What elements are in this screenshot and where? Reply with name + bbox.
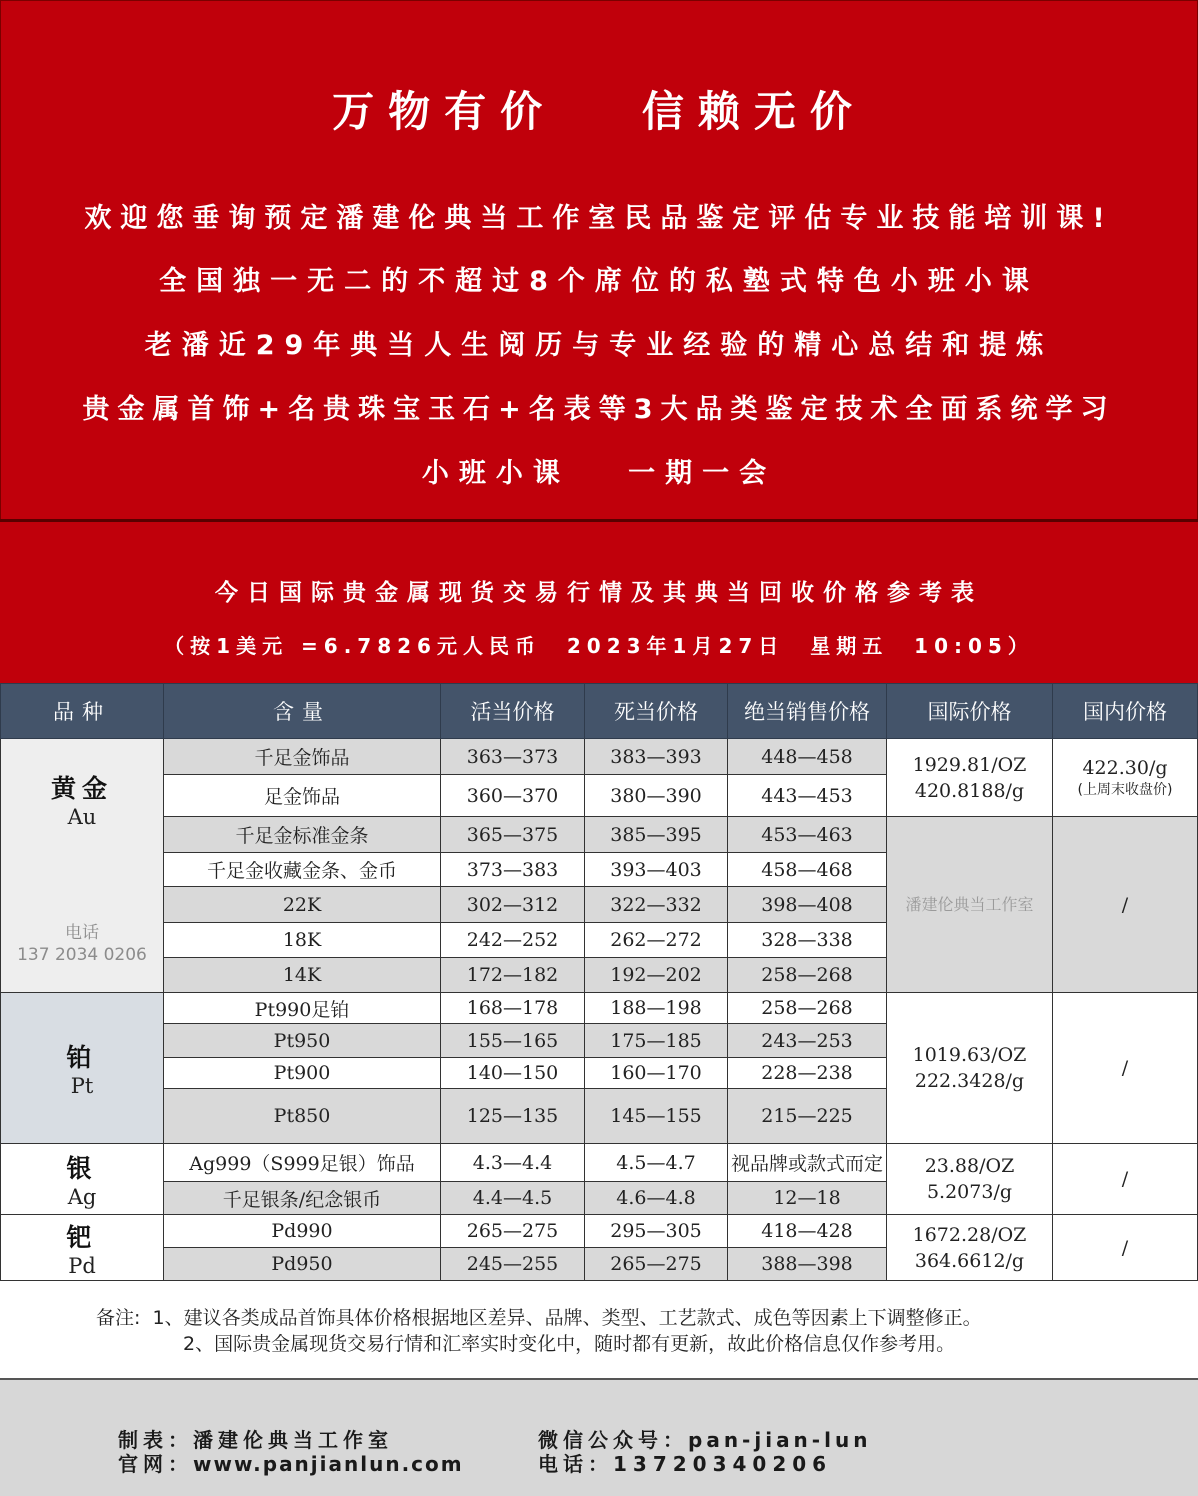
table-row [1, 817, 1198, 853]
domestic-price-cell: / [1053, 1215, 1198, 1281]
dead-price-cell: 322—332 [585, 887, 728, 923]
intl-price-cell [887, 993, 1053, 1144]
promo-line-3: 老潘近29年典当人生阅历与专业经验的精心总结和提炼 [144, 330, 1054, 361]
promo-line-4: 贵金属首饰+名贵珠宝玉石+名表等3大品类鉴定技术全面系统学习 [82, 394, 1116, 425]
metal-cell-silver [1, 1144, 164, 1215]
dead-price-cell: 145—155 [585, 1089, 728, 1144]
live-price-cell: 140—150 [441, 1058, 585, 1089]
notes [96, 1305, 982, 1357]
header-forfeit-sale: 绝当销售价格 [728, 684, 887, 739]
tel-value: 13720340206 [613, 1452, 833, 1476]
dead-price-cell: 262—272 [585, 923, 728, 958]
live-price-cell: 245—255 [441, 1248, 585, 1281]
content-cell: Pd990 [164, 1215, 441, 1248]
domestic-price-note: (上周末收盘价) [1077, 781, 1173, 798]
content-cell: Pt950 [164, 1024, 441, 1058]
intl-price-cell [887, 739, 1053, 817]
content-cell: 千足金收藏金条、金币 [164, 853, 441, 887]
intl-price-gram: 5.2073/g [926, 1181, 1013, 1203]
slogan: 万物有价 信赖无价 [332, 87, 866, 136]
dead-price-cell: 393—403 [585, 853, 728, 887]
dead-price-cell: 383—393 [585, 739, 728, 775]
domestic-price-cell: / [1053, 1144, 1198, 1215]
dead-price-cell: 295—305 [585, 1215, 728, 1248]
header-variety: 品种 [1, 684, 164, 739]
table-header-row [1, 684, 1198, 739]
table-row [1, 1144, 1198, 1182]
intl-price-gram: 420.8188/g [914, 779, 1025, 802]
domestic-price: 422.30/g [1082, 756, 1168, 779]
promo-line-2: 全国独一无二的不超过8个席位的私塾式特色小班小课 [159, 266, 1039, 297]
header-domestic-price: 国内价格 [1053, 684, 1198, 739]
metal-symbol: Au [67, 805, 97, 829]
sale-price-cell: 258—268 [728, 958, 887, 993]
sale-price-cell: 12—18 [728, 1182, 887, 1215]
live-price-cell: 365—375 [441, 817, 585, 853]
dead-price-cell: 380—390 [585, 775, 728, 817]
phone-number: 137 2034 0206 [17, 945, 147, 965]
phone-label: 电话 [65, 923, 99, 943]
maker-label: 制表： [118, 1428, 193, 1452]
dead-price-cell: 385—395 [585, 817, 728, 853]
dead-price-cell: 188—198 [585, 993, 728, 1024]
sale-price-cell: 328—338 [728, 923, 887, 958]
dead-price-cell: 4.6—4.8 [585, 1182, 728, 1215]
intl-price-oz: 23.88/OZ [924, 1155, 1015, 1177]
dead-price-cell: 160—170 [585, 1058, 728, 1089]
table-title: 今日国际贵金属现货交易行情及其典当回收价格参考表 [215, 580, 983, 606]
site-link[interactable]: www.panjianlun.com [193, 1452, 464, 1476]
promo-line-5: 小班小课 一期一会 [421, 458, 777, 489]
intl-price-gram: 364.6612/g [914, 1249, 1025, 1272]
intl-price-cell [887, 1215, 1053, 1281]
live-price-cell: 265—275 [441, 1215, 585, 1248]
table-title-band [0, 522, 1198, 683]
live-price-cell: 373—383 [441, 853, 585, 887]
note-2: 2、国际贵金属现货交易行情和汇率实时变化中，随时都有更新，故此价格信息仅作参考用。 [183, 1333, 956, 1355]
sale-price-cell: 视品牌或款式而定 [728, 1144, 887, 1182]
table-row [1, 739, 1198, 775]
header-content: 含量 [164, 684, 441, 739]
live-price-cell: 242—252 [441, 923, 585, 958]
dead-price-cell: 192—202 [585, 958, 728, 993]
footer-site [118, 1448, 464, 1477]
sale-price-cell: 448—458 [728, 739, 887, 775]
phone-watermark [1, 922, 163, 966]
metal-name: 铂 [66, 1043, 98, 1072]
intl-price-watermark: 潘建伦典当工作室 [887, 817, 1053, 993]
sale-price-cell: 458—468 [728, 853, 887, 887]
sale-price-cell: 258—268 [728, 993, 887, 1024]
live-price-cell: 155—165 [441, 1024, 585, 1058]
dead-price-cell: 4.5—4.7 [585, 1144, 728, 1182]
content-cell: Pt990足铂 [164, 993, 441, 1024]
live-price-cell: 302—312 [441, 887, 585, 923]
sale-price-cell: 388—398 [728, 1248, 887, 1281]
content-cell: 千足金饰品 [164, 739, 441, 775]
metal-cell-platinum [1, 993, 164, 1144]
live-price-cell: 125—135 [441, 1089, 585, 1144]
domestic-price-cell: / [1053, 993, 1198, 1144]
intl-price-oz: 1019.63/OZ [912, 1044, 1027, 1066]
sale-price-cell: 453—463 [728, 817, 887, 853]
promo-line-1: 欢迎您垂询预定潘建伦典当工作室民品鉴定评估专业技能培训课! [84, 203, 1114, 234]
sale-price-cell: 215—225 [728, 1089, 887, 1144]
metal-cell-palladium [1, 1215, 164, 1281]
intl-price-cell [887, 1144, 1053, 1215]
metal-name: 钯 [66, 1222, 98, 1252]
content-cell: 22K [164, 887, 441, 923]
maker-value: 潘建伦典当工作室 [193, 1428, 393, 1452]
dead-price-cell: 265—275 [585, 1248, 728, 1281]
content-cell: Ag999（S999足银）饰品 [164, 1144, 441, 1182]
content-cell: Pt900 [164, 1058, 441, 1089]
content-cell: 足金饰品 [164, 775, 441, 817]
content-cell: Pt850 [164, 1089, 441, 1144]
live-price-cell: 172—182 [441, 958, 585, 993]
site-label: 官网： [118, 1452, 193, 1476]
metal-name: 银 [66, 1154, 98, 1183]
tel-label: 电话： [538, 1452, 613, 1476]
footer-tel [538, 1448, 832, 1477]
content-cell: 千足银条/纪念银币 [164, 1182, 441, 1215]
content-cell: 千足金标准金条 [164, 817, 441, 853]
live-price-cell: 4.4—4.5 [441, 1182, 585, 1215]
domestic-price-cell [1053, 739, 1198, 817]
table-row [1, 1215, 1198, 1248]
sale-price-cell: 398—408 [728, 887, 887, 923]
metal-symbol: Ag [67, 1185, 97, 1209]
sale-price-cell: 243—253 [728, 1024, 887, 1058]
wechat-label: 微信公众号： [538, 1428, 688, 1452]
promo-banner [0, 0, 1198, 521]
exchange-rate-line: （按1美元 =6.7826元人民币 2023年1月27日 星期五 10:05） [164, 634, 1034, 658]
sale-price-cell: 228—238 [728, 1058, 887, 1089]
notes-label: 备注: [96, 1307, 141, 1329]
domestic-price-cell: / [1053, 817, 1198, 993]
live-price-cell: 360—370 [441, 775, 585, 817]
footer [0, 1378, 1198, 1496]
intl-price-oz: 1929.81/OZ [912, 753, 1027, 776]
dead-price-cell: 175—185 [585, 1024, 728, 1058]
sale-price-cell: 443—453 [728, 775, 887, 817]
live-price-cell: 363—373 [441, 739, 585, 775]
metal-symbol: Pt [70, 1074, 94, 1098]
header-live-pawn: 活当价格 [441, 684, 585, 739]
live-price-cell: 4.3—4.4 [441, 1144, 585, 1182]
live-price-cell: 168—178 [441, 993, 585, 1024]
metal-symbol: Pd [68, 1253, 96, 1278]
sale-price-cell: 418—428 [728, 1215, 887, 1248]
content-cell: Pd950 [164, 1248, 441, 1281]
metal-cell-gold [1, 739, 164, 993]
header-dead-pawn: 死当价格 [585, 684, 728, 739]
content-cell: 18K [164, 923, 441, 958]
price-table [0, 683, 1198, 1281]
header-intl-price: 国际价格 [887, 684, 1053, 739]
note-1: 1、建议各类成品首饰具体价格根据地区差异、品牌、类型、工艺款式、成色等因素上下调整修正。 [152, 1307, 982, 1329]
metal-name: 黄金 [50, 774, 113, 803]
table-row [1, 993, 1198, 1024]
content-cell: 14K [164, 958, 441, 993]
wechat-value: pan-jian-lun [688, 1428, 872, 1452]
intl-price-oz: 1672.28/OZ [912, 1223, 1027, 1246]
intl-price-gram: 222.3428/g [914, 1070, 1025, 1092]
